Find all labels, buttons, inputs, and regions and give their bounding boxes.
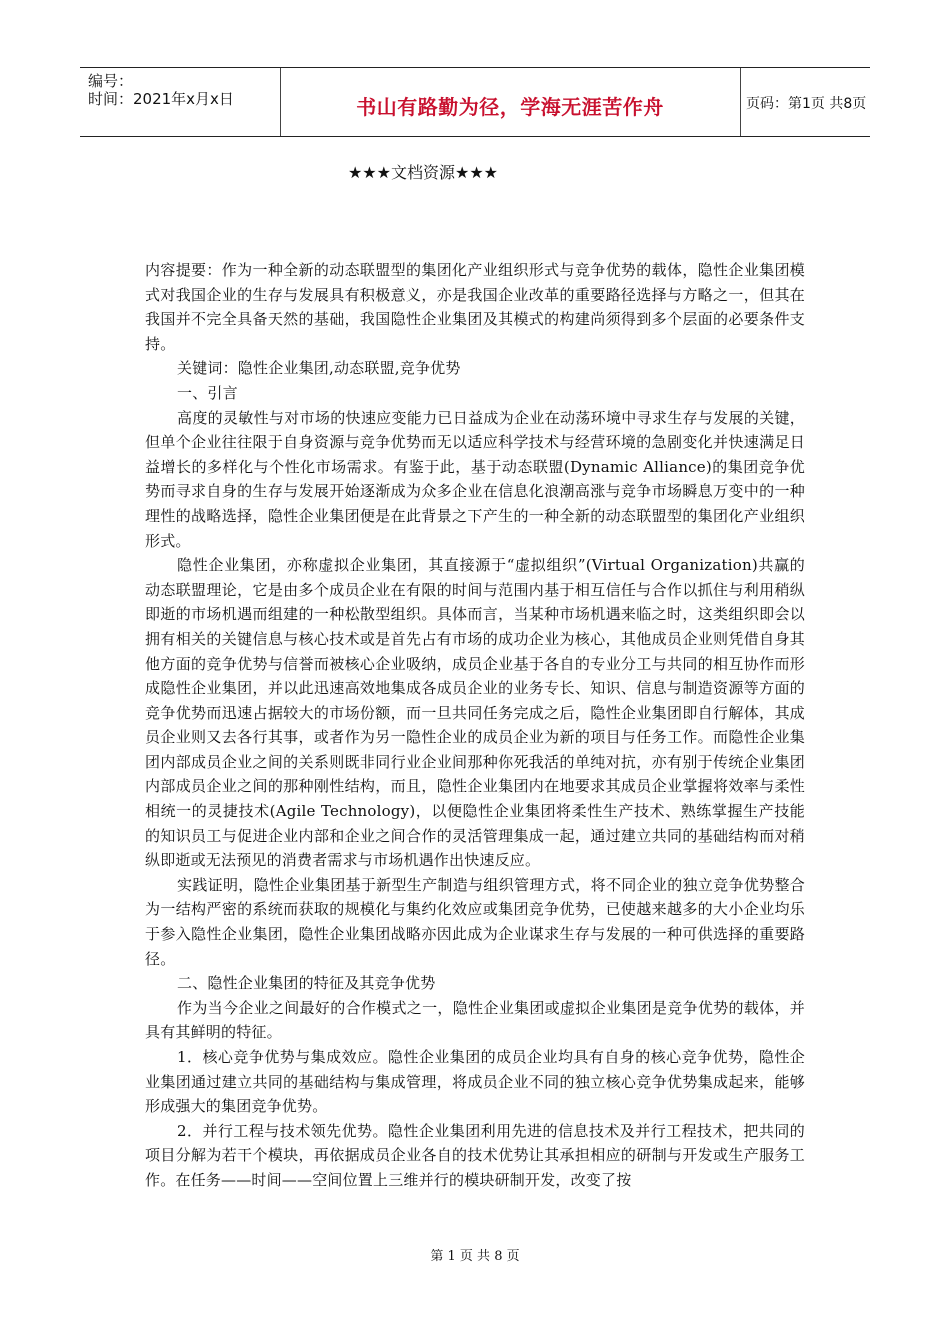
document-date: 时间：2021年x月x日 — [88, 90, 234, 108]
body-paragraph: 高度的灵敏性与对市场的快速应变能力已日益成为企业在动荡环境中寻求生存与发展的关键，但单个企业往往限于自身资源与竞争优势而无以适应科学技术与经营环境的急剧变化并快速满足日益增长的多样化与个性化市场需求。有鉴于此，基于动态联盟(Dynamic Alliance)的集团竞争优势而寻求自身的生存与发展开始逐渐成为众多企业在信息化浪潮高涨与竞争市场瞬息万变中的一种理性的战略选择，隐性企业集团便是在此背景之下产生的一种全新的动态联盟型的集团化产业组织形式。 — [145, 408, 805, 550]
document-body — [145, 258, 805, 1193]
page-footer: 第 1 页 共 8 页 — [430, 1249, 520, 1264]
header-meta-cell — [80, 68, 281, 136]
document-banner: ★★★文档资源★★★ — [347, 163, 499, 182]
abstract-paragraph: 内容提要：作为一种全新的动态联盟型的集团化产业组织形式与竞争优势的载体，隐性企业集团模式对我国企业的生存与发展具有积极意义，亦是我国企业改革的重要路径选择与方略之一，但其在我国并不完全具备天然的基础，我国隐性企业集团及其模式的构建尚须得到多个层面的必要条件支持。 — [145, 261, 805, 353]
header-motto-cell — [280, 68, 741, 136]
header-motto: 书山有路勤为径，学海无涯苦作舟 — [356, 95, 664, 119]
header-table — [80, 67, 870, 137]
section-heading: 二、隐性企业集团的特征及其竞争优势 — [177, 974, 436, 993]
body-paragraph: 隐性企业集团，亦称虚拟企业集团，其直接源于“虚拟组织”(Virtual Organization)共赢的动态联盟理论，它是由多个成员企业在有限的时间与范围内基于相互信任与合作以抓住与利用稍纵即逝的市场机遇而组建的一种松散型组织。具体而言，当某种市场机遇来临之时，这类组织即会以拥有相关的关键信息与核心技术或是首先占有市场的成功企业为核心，其他成员企业则凭借自身其他方面的竞争优势与信誉而被核心企业吸纳，成员企业基于各自的专业分工与共同的相互协作而形成隐性企业集团，并以此迅速高效地集成各成员企业的业务专长、知识、信息与制造资源等方面的竞争优势而迅速占据较大的市场份额，而一旦共同任务完成之后，隐性企业集团即自行解体，其成员企业则又去各行其事，或者作为另一隐性企业的成员企业为新的项目与任务工作。而隐性企业集团内部成员企业之间的关系则既非同行业企业间那种你死我活的单纯对抗，亦有别于传统企业集团内部成员企业之间的那种刚性结构，而且，隐性企业集团内在地要求其成员企业掌握将效率与柔性相统一的灵捷技术(Agile Technology)，以便隐性企业集团将柔性生产技术、熟练掌握生产技能的知识员工与促进企业内部和企业之间合作的灵活管理集成一起，通过建立共同的基础结构而对稍纵即逝或无法预见的消费者需求与市场机遇作出快速反应。 — [145, 556, 805, 870]
body-paragraph: 实践证明，隐性企业集团基于新型生产制造与组织管理方式，将不同企业的独立竞争优势整合为一结构严密的系统而获取的规模化与集约化效应或集团竞争优势，已使越来越多的大小企业均乐于参入隐性企业集团，隐性企业集团战略亦因此成为企业谋求生存与发展的一种可供选择的重要路径。 — [145, 875, 805, 968]
document-number: 编号： — [88, 72, 134, 90]
keywords-line: 关键词：隐性企业集团,动态联盟,竞争优势 — [177, 359, 461, 378]
header-page-cell — [740, 68, 870, 136]
body-paragraph: 作为当今企业之间最好的合作模式之一，隐性企业集团或虚拟企业集团是竞争优势的载体，并具有其鲜明的特征。 — [145, 998, 805, 1042]
header-page-info: 页码：第1页 共8页 — [746, 96, 867, 112]
list-paragraph: 2．并行工程与技术领先优势。隐性企业集团利用先进的信息技术及并行工程技术，把共同的项目分解为若干个模块，再依据成员企业各自的技术优势让其承担相应的研制与开发或生产服务工作。在任务——时间——空间位置上三维并行的模块研制开发，改变了按 — [145, 1121, 805, 1189]
list-paragraph: 1．核心竞争优势与集成效应。隐性企业集团的成员企业均具有自身的核心竞争优势，隐性企业集团通过建立共同的基础结构与集成管理，将成员企业不同的独立核心竞争优势集成起来，能够形成强大的集团竞争优势。 — [145, 1048, 805, 1116]
section-heading: 一、引言 — [177, 383, 238, 402]
